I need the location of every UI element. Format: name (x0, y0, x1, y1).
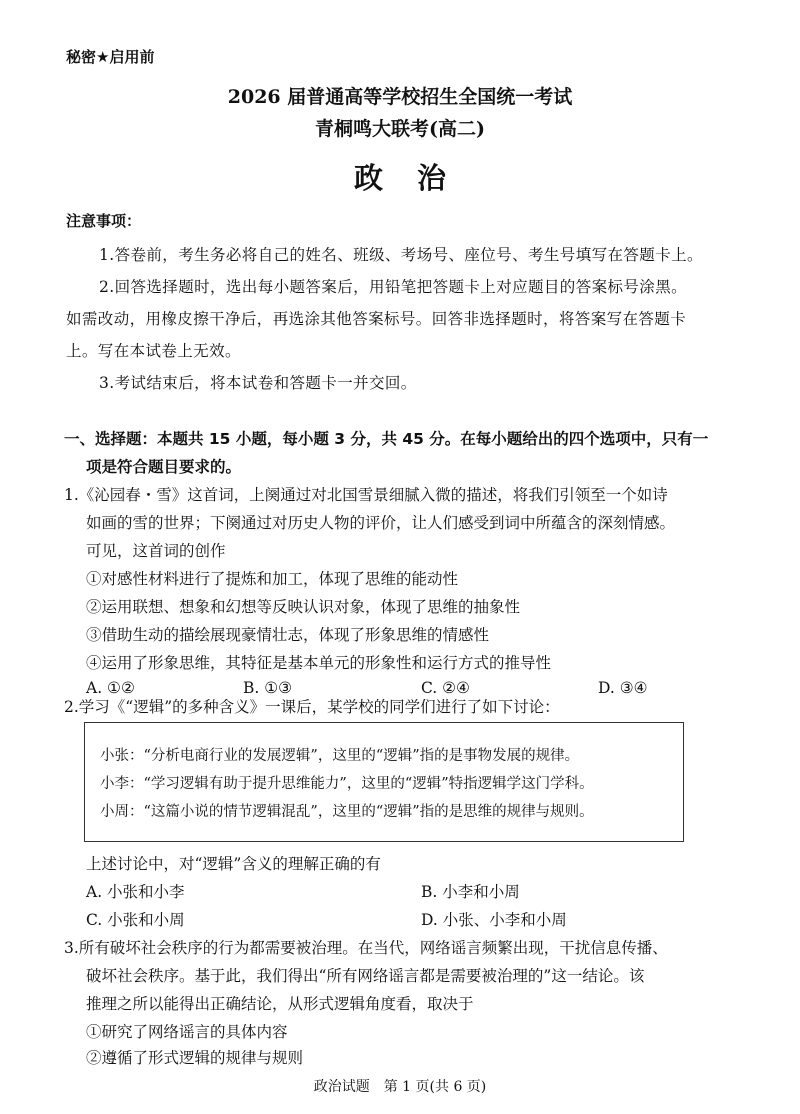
question-1-option-a: A. ①② (86, 679, 135, 697)
question-1-item: ④运用了形象思维，其特征是基本单元的形象性和运行方式的推导性 (86, 654, 552, 672)
question-3-item: ②遵循了形式逻辑的规律与规则 (86, 1049, 304, 1067)
page-footer: 政治试题 第 1 页(共 6 页) (313, 1079, 487, 1095)
notice-heading: 注意事项： (66, 212, 142, 230)
subject-title: 政治 (353, 161, 480, 195)
exam-subtitle: 青桐鸣大联考(高二) (315, 118, 485, 140)
question-1-item: ③借助生动的描绘展现豪情壮志，体现了形象思维的情感性 (86, 626, 490, 644)
notice-line: 上。写在本试卷上无效。 (66, 342, 241, 360)
question-1-stem: 可见，这首词的创作 (86, 542, 226, 560)
discussion-line: 小周：“这篇小说的情节逻辑混乱”，这里的“逻辑”指的是思维的规律与规则。 (100, 804, 594, 820)
question-2-stem: 2.学习《“逻辑”的多种含义》一课后，某学校的同学们进行了如下讨论： (64, 698, 560, 716)
notice-line: 2.回答选择题时，选出每小题答案后，用铅笔把答题卡上对应题目的答案标号涂黑。 (99, 278, 687, 296)
question-1-option-d: D. ③④ (598, 679, 648, 697)
question-3-stem: 破坏社会秩序。基于此，我们得出“所有网络谣言都是需要被治理的”这一结论。该 (86, 967, 645, 985)
question-1-stem: 1.《沁园春・雪》这首词，上阕通过对北国雪景细腻入微的描述，将我们引领至一个如诗 (64, 486, 668, 504)
notice-line: 3.考试结束后，将本试卷和答题卡一并交回。 (99, 374, 417, 392)
question-3-stem: 推理之所以能得出正确结论，从形式逻辑角度看，取决于 (86, 995, 474, 1013)
question-3-stem: 3.所有破坏社会秩序的行为都需要被治理。在当代，网络谣言频繁出现，干扰信息传播、 (64, 939, 668, 957)
question-2-option-a: A. 小张和小李 (86, 883, 185, 901)
notice-line: 如需改动，用橡皮擦干净后，再选涂其他答案标号。回答非选择题时，将答案写在答题卡 (66, 310, 687, 328)
discussion-line: 小李：“学习逻辑有助于提升思维能力”，这里的“逻辑”特指逻辑学这门学科。 (100, 776, 594, 792)
confidential-label: 秘密★启用前 (66, 48, 155, 66)
question-1-item: ①对感性材料进行了提炼和加工，体现了思维的能动性 (86, 570, 459, 588)
notice-line: 1.答卷前，考生务必将自己的姓名、班级、考场号、座位号、考生号填写在答题卡上。 (99, 246, 703, 264)
question-1-stem: 如画的雪的世界；下阕通过对历史人物的评价，让人们感受到词中所蕴含的深刻情感。 (86, 514, 676, 532)
question-1-option-c: C. ②④ (421, 679, 470, 697)
question-1-item: ②运用联想、想象和幻想等反映认识对象，体现了思维的抽象性 (86, 598, 521, 616)
question-2-option-c: C. 小张和小周 (86, 911, 185, 929)
section-heading: 一、选择题：本题共 15 小题，每小题 3 分，共 45 分。在每小题给出的四个选项中，只有一 (64, 430, 709, 448)
question-2-option-b: B. 小李和小周 (421, 883, 520, 901)
discussion-line: 小张：“分析电商行业的发展逻辑”，这里的“逻辑”指的是事物发展的规律。 (100, 748, 580, 764)
question-3-item: ①研究了网络谣言的具体内容 (86, 1023, 288, 1041)
question-1-option-b: B. ①③ (243, 679, 293, 697)
question-2-prompt: 上述讨论中，对“逻辑”含义的理解正确的有 (86, 855, 381, 873)
exam-title: 2026 届普通高等学校招生全国统一考试 (227, 86, 573, 108)
question-2-option-d: D. 小张、小李和小周 (421, 911, 567, 929)
section-heading-cont: 项是符合题目要求的。 (86, 458, 242, 476)
